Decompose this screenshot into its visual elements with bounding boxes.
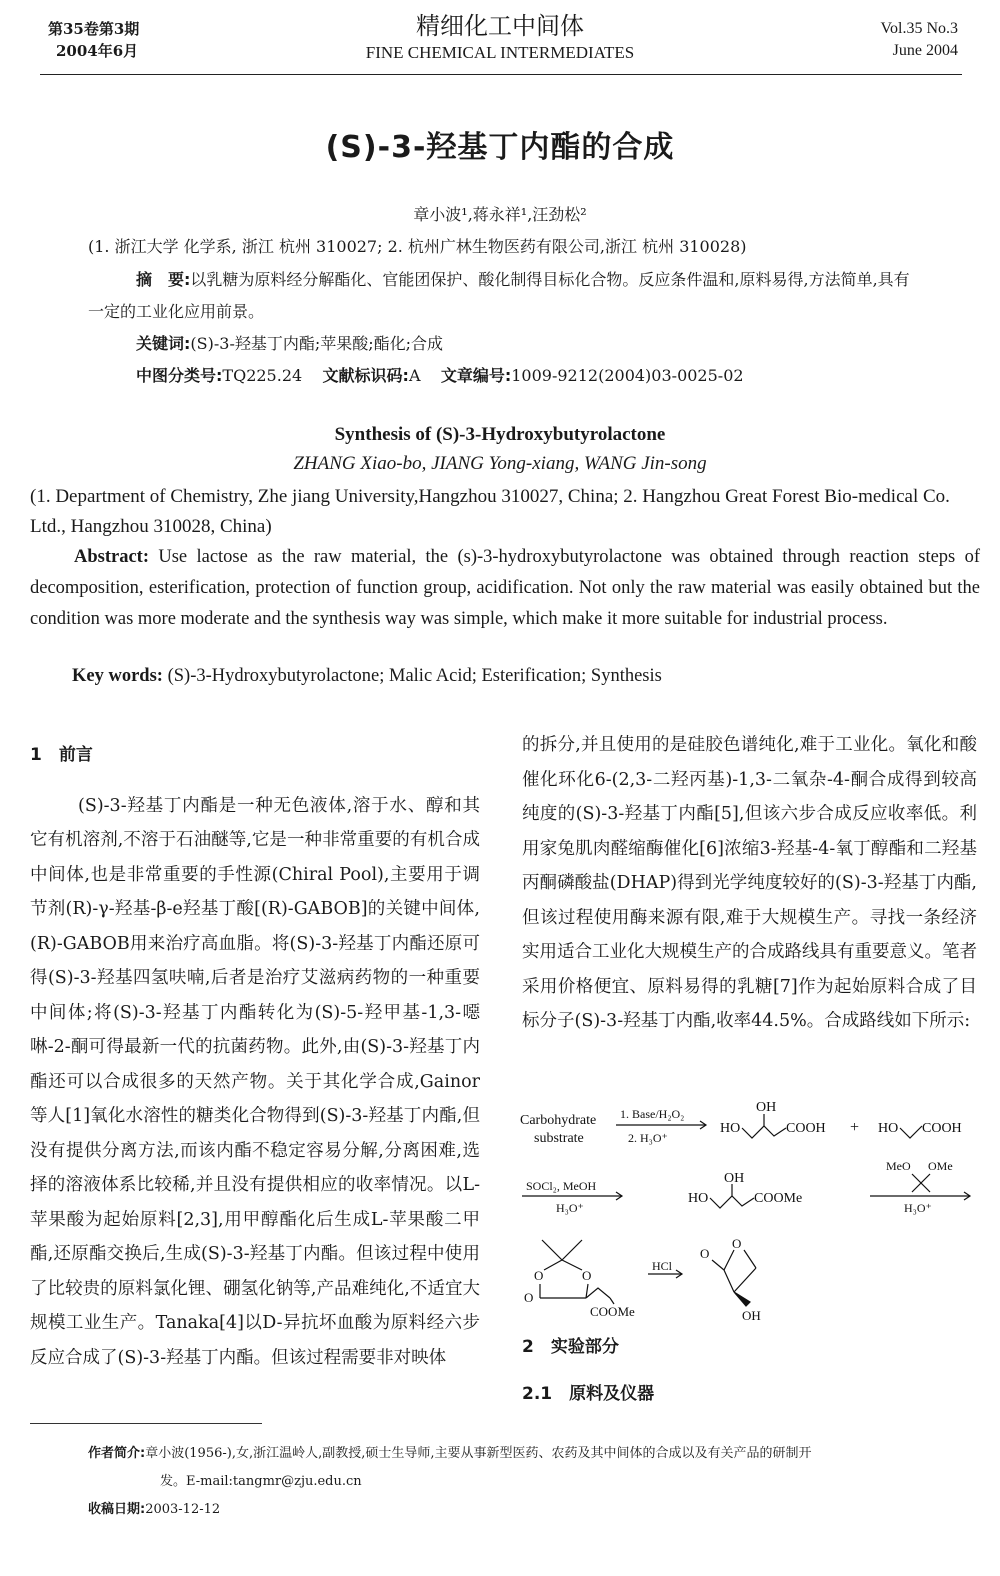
- substrate-label-2: substrate: [534, 1131, 584, 1146]
- step1-reagent-top: 1. Base/H₂O₂: [620, 1107, 685, 1121]
- author-bio-cont: 发。E-mail:tangmr@zju.edu.cn: [160, 1474, 362, 1489]
- authors-en: ZHANG Xiao-bo, JIANG Yong-xiang, WANG Jin-song: [293, 453, 707, 474]
- body-column-left: [30, 738, 480, 1375]
- volume-issue-en: Vol.35 No.3: [880, 20, 958, 37]
- ring-bond-1: [544, 1260, 562, 1270]
- side-chain: [586, 1288, 610, 1298]
- footnote-rule: [30, 1423, 262, 1424]
- lactone-bond-2: [744, 1250, 756, 1268]
- author-bio-text: 章小波(1956-),女,浙江温岭人,副教授,硕士生导师,主要从事新型医药、农药及其中间体的合成以及有关产品的研制开: [145, 1446, 812, 1461]
- step2-reagent-bottom: H₃O⁺: [556, 1201, 584, 1215]
- received-value: 2003-12-12: [145, 1502, 221, 1517]
- affiliation-cn: (1. 浙江大学 化学系, 浙江 杭州 310027; 2. 杭州广林生物医药有限公司,浙江 杭州 310028): [88, 237, 747, 256]
- lactone-bond-1: [724, 1250, 734, 1270]
- ester-coome: COOMe: [754, 1191, 803, 1206]
- ester-ho: HO: [688, 1191, 709, 1206]
- volume-issue-cn: 第35卷第3期: [48, 20, 140, 38]
- lactone-carbonyl-o: O: [700, 1246, 710, 1261]
- clc-label: 中图分类号:: [136, 366, 223, 385]
- abstract-cn: [88, 264, 918, 328]
- lactone-wedge: [734, 1292, 750, 1306]
- step4-reagent-top: HCl: [652, 1259, 673, 1273]
- date-en: June 2004: [892, 42, 958, 59]
- lactone-co-bond: [712, 1260, 724, 1270]
- received-label: 收稿日期:: [88, 1502, 146, 1517]
- author-bio: [88, 1440, 978, 1468]
- step1-reagent-bottom: 2. H₃O⁺: [628, 1131, 668, 1145]
- synthesis-scheme: [520, 1098, 980, 1320]
- clc-number: TQ225.24: [222, 366, 303, 385]
- glycolic-cooh: COOH: [922, 1121, 962, 1136]
- dioxolanone-o1: O: [534, 1268, 544, 1283]
- authors-cn: 章小波¹,蒋永祥¹,汪劲松²: [413, 205, 587, 224]
- ester-chain: [710, 1196, 754, 1208]
- ring-bond-2: [562, 1260, 582, 1270]
- ester-oh: OH: [724, 1171, 745, 1186]
- malic-acid-ho: HO: [720, 1121, 741, 1136]
- malic-acid-chain: [742, 1126, 786, 1138]
- lactone-oh: OH: [742, 1308, 761, 1320]
- keywords-label-en: Key words:: [72, 666, 163, 686]
- date-cn: 2004年6月: [56, 42, 139, 60]
- step2-reagent-top: SOCl₂, MeOH: [526, 1179, 597, 1193]
- running-header-right: [881, 18, 959, 62]
- section-2-heading: 2 实验部分: [522, 1337, 619, 1357]
- malic-acid-oh: OH: [756, 1100, 777, 1115]
- section-1-heading: 1 前言: [30, 745, 93, 765]
- keywords-cn: [88, 328, 918, 360]
- dmp-meo: MeO: [886, 1159, 911, 1173]
- lactone-bond-4: [734, 1268, 756, 1292]
- malic-acid-cooh: COOH: [786, 1121, 826, 1136]
- journal-header: [320, 10, 680, 64]
- paper-title-en: Synthesis of (S)-3-Hydroxybutyrolactone: [334, 424, 666, 445]
- lactone-bond-3: [724, 1270, 734, 1292]
- section-2-1-heading: 2.1 原料及仪器: [522, 1383, 655, 1404]
- journal-name-en: FINE CHEMICAL INTERMEDIATES: [365, 43, 635, 62]
- abstract-text-en: Use lactose as the raw material, the (s)-3-hydroxybutyrolactone was obtained through reaction steps of decomposition, esterification, protection of function group, acidification. Not only the raw material was easily obtained but the condition was more moderate and the synthesis way was simple, which make it more suitable for industrial process.: [30, 547, 980, 629]
- acetonide-methyl-1: [542, 1240, 562, 1260]
- abstract-label-cn: 摘 要:: [136, 270, 191, 289]
- abstract-en: [30, 542, 980, 635]
- keywords-en: [72, 666, 662, 687]
- intro-paragraph-left: (S)-3-羟基丁内酯是一种无色液体,溶于水、醇和其它有机溶剂,不溶于石油醚等,它是一种非常重要的有机合成中间体,也是非常重要的手性源(Chiral Pool),主要用于调节剂(R)-γ-羟基-β-e羟基丁酸[(R)-GABOB]的关键中间体,(R)-GABOB用来治疗高血脂。将(S)-3-羟基丁内酯还原可得(S)-3-羟基四氢呋喃,后者是治疗艾滋病药物的一种重要中间体;将(S)-3-羟基丁内酯转化为(S)-5-羟甲基-1,3-噁啉-2-酮可得最新一代的抗菌药物。此外,由(S)-3-羟基丁内酯还可以合成很多的天然产物。关于其化学合成,Gainor等人[1]氧化水溶性的糖类化合物得到(S)-3-羟基丁内酯,但没有提供分离方法,而该内酯不稳定容易分解,分离困难,选择的溶液体系比较稀,并且没有提供相应的收率情况。以L-苹果酸为起始原料[2,3],用甲醇酯化后生成L-苹果酸二甲酯,还原酯交换后,生成(S)-3-羟基丁内酯。但该过程中使用了比较贵的原料氯化锂、硼氢化钠等,产品难纯化,不适宜大规模工业生产。Tanaka[4]以D-异抗坏血酸为原料经六步反应合成了(S)-3-羟基丁内酯。但该过程需要非对映体: [30, 795, 480, 1368]
- running-header-left: [48, 18, 139, 62]
- article-number-label: 文章编号:: [440, 366, 512, 385]
- dmp-ome: OMe: [928, 1159, 953, 1173]
- keywords-text-en: (S)-3-Hydroxybutyrolactone; Malic Acid; Esterification; Synthesis: [167, 666, 662, 686]
- body-column-right: [522, 728, 977, 1039]
- keywords-label-cn: 关键词:: [136, 334, 191, 353]
- abstract-block-cn: [88, 264, 918, 392]
- classification-line: [88, 360, 918, 392]
- step3-reagent-bottom: H₃O⁺: [904, 1201, 932, 1215]
- doc-code: A: [408, 366, 421, 385]
- glycolic-ho: HO: [878, 1121, 899, 1136]
- received-date: [88, 1496, 978, 1524]
- section-2-block: [522, 1330, 977, 1411]
- footnote: [88, 1440, 978, 1524]
- plus-sign: +: [850, 1119, 860, 1136]
- keywords-text-cn: (S)-3-羟基丁内酯;苹果酸;酯化;合成: [190, 334, 444, 353]
- article-number: 1009-9212(2004)03-0025-02: [511, 366, 744, 385]
- author-bio-label: 作者简介:: [88, 1446, 146, 1461]
- affiliation-en: (1. Department of Chemistry, Zhe jiang University,Hangzhou 310027, China; 2. Hangzhou Great Forest Bio-medical Co. Ltd., Hangzhou 310028, China): [30, 486, 950, 537]
- dioxolanone-coome: COOMe: [590, 1304, 635, 1319]
- acetonide-methyl-2: [562, 1240, 582, 1260]
- glycolic-chain: [900, 1126, 922, 1138]
- journal-name-cn: 精细化工中间体: [416, 12, 584, 40]
- abstract-text-cn: 以乳糖为原料经分解酯化、官能团保护、酸化制得目标化合物。反应条件温和,原料易得,方法简单,具有一定的工业化应用前景。: [88, 270, 910, 321]
- lactone-ring-o: O: [732, 1236, 742, 1251]
- dioxolanone-carbonyl-o: O: [524, 1290, 534, 1305]
- dioxolanone-o2: O: [582, 1268, 592, 1283]
- substrate-label-1: Carbohydrate: [520, 1113, 597, 1128]
- abstract-label-en: Abstract:: [74, 547, 150, 567]
- header-rule: [40, 74, 962, 75]
- doc-code-label: 文献标识码:: [322, 366, 409, 385]
- intro-paragraph-right: 的拆分,并且使用的是硅胶色谱纯化,难于工业化。氧化和酸催化环化6-(2,3-二羟丙基)-1,3-二氧杂-4-酮合成得到较高纯度的(S)-3-羟基丁内酯[5],但该六步合成反应收率低。利用家兔肌肉醛缩酶催化[6]浓缩3-羟基-4-氧丁醇酯和二羟基丙酮磷酸盐(DHAP)得到光学纯度较好的(S)-3-羟基丁内酯,但该过程使用酶来源有限,难于大规模生产。寻找一条经济实用适合工业化大规模生产的合成路线具有重要意义。笔者采用价格便宜、原料易得的乳糖[7]作为起始原料合成了目标分子(S)-3-羟基丁内酯,收率44.5%。合成路线如下所示:: [522, 735, 977, 1031]
- paper-title-cn: (S)-3-羟基丁内酯的合成: [325, 130, 675, 165]
